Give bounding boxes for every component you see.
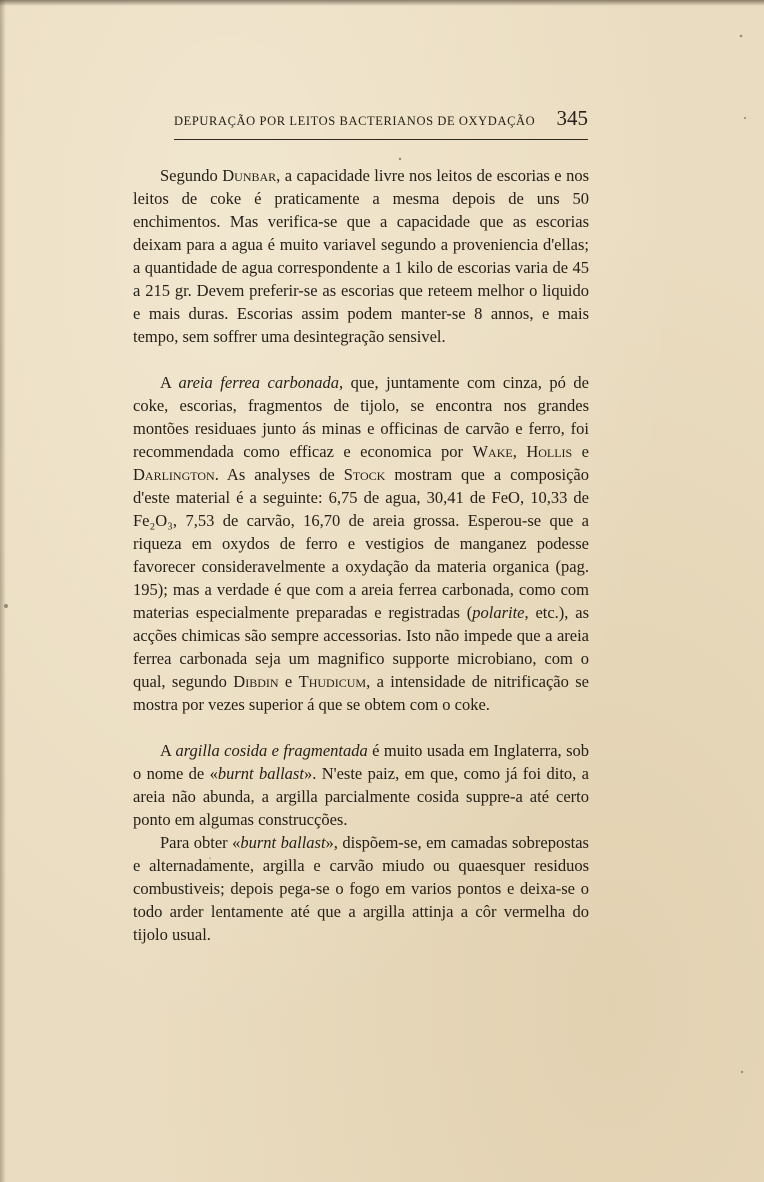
author-name: Stock: [343, 465, 386, 484]
author-name: Dibdin: [233, 672, 279, 691]
paragraph-argilla: [133, 739, 589, 831]
author-name: Thudicum: [298, 672, 367, 691]
text-run: . As analyses de: [214, 465, 344, 484]
text-run: , a intensidade de nitrificação se mostra por vezes superior á que se obtem com o coke.: [133, 672, 590, 714]
text-run: Para obter «: [160, 833, 241, 852]
italic-term: burnt ballast: [240, 833, 326, 852]
text-run: mostram que a composição d'este material é a seguinte: 6,75 de agua, 30,41 de FeO, 10,33 de Fe₂O₃, 7,53 de carvão, 16,70 de areia grossa. Esperou-se que a riqueza em oxydos de ferro e vestigios de manganez podesse favorecer consideravelmente a oxydação da materia organica (pag. 195); mas a verdade é que com a areia ferrea carbonada, como com materias especialmente preparadas e registradas (: [133, 465, 589, 622]
text-run: Segundo: [160, 166, 223, 185]
page-top-edge-shadow: [0, 0, 764, 6]
author-name: Wake: [472, 442, 513, 461]
page-number: 345: [556, 106, 588, 130]
running-head: [174, 104, 588, 134]
text-run: , que, juntamente com cinza, pó de coke, escorias, fragmentos de tijolo, se encontra nos grandes montões residuaes junto ás minas e officinas de carvão e ferro, foi recommendada como efficaz e economica por: [133, 373, 589, 461]
text-run: A: [160, 741, 176, 760]
author-name: Dunbar: [222, 166, 277, 185]
running-title: DEPURAÇÃO POR LEITOS BACTERIANOS DE OXYDAÇÃO: [174, 114, 536, 128]
author-name: Darlington: [133, 465, 215, 484]
italic-term: argilla cosida e fragmentada: [175, 741, 368, 760]
text-run: e: [278, 672, 299, 691]
paragraph-burnt-ballast: [133, 831, 589, 946]
text-run: ». N'este paiz, em que, como já foi dito, a areia não abunda, a argilla parcialmente cosida suppre-a até certo ponto em algumas construcções.: [133, 764, 589, 829]
text-run: A: [160, 373, 179, 392]
header-rule: [174, 139, 588, 140]
paragraph-areia-ferrea: [133, 371, 589, 716]
text-run: ,: [512, 442, 527, 461]
paragraph-dunbar: [133, 164, 589, 348]
text-run: », dispõem-se, em camadas sobrepostas e alternadamente, argilla e carvão miudo ou quaesquer residuos combustiveis; depois pega-se o fogo em varios pontos e deixa-se o todo arder lentamente até que a argilla attinja a côr vermelha do tijolo usual.: [133, 833, 589, 944]
text-run: , a capacidade livre nos leitos de escorias e nos leitos de coke é praticamente a mesma depois de uns 50 enchimentos. Mas verifica-se que a capacidade que as escorias deixam para a agua é muito variavel segundo a proveniencia d'ellas; a quantidade de agua correspondente a 1 kilo de escorias varia de 45 a 215 gr. Devem preferir-se as escorias que reteem melhor o liquido e mais duras. Escorias assim podem manter-se 8 annos, e mais tempo, sem soffrer uma desintegração sensivel.: [133, 166, 590, 346]
author-name: Hollis: [526, 442, 573, 461]
italic-term: polarite: [472, 603, 525, 622]
italic-term: areia ferrea carbonada: [178, 373, 340, 392]
text-run: e: [572, 442, 590, 461]
page-left-edge-shadow: [0, 0, 6, 1182]
text-run: é muito usada em Inglaterra, sob o nome de «: [133, 741, 589, 783]
italic-term: burnt ballast: [217, 764, 304, 783]
text-run: , etc.), as acções chimicas são sempre accessorias. Isto não impede que a areia ferrea carbonada seja um magnifico supporte microbiano, com o qual, segundo: [133, 603, 589, 691]
body-text: [133, 164, 589, 946]
